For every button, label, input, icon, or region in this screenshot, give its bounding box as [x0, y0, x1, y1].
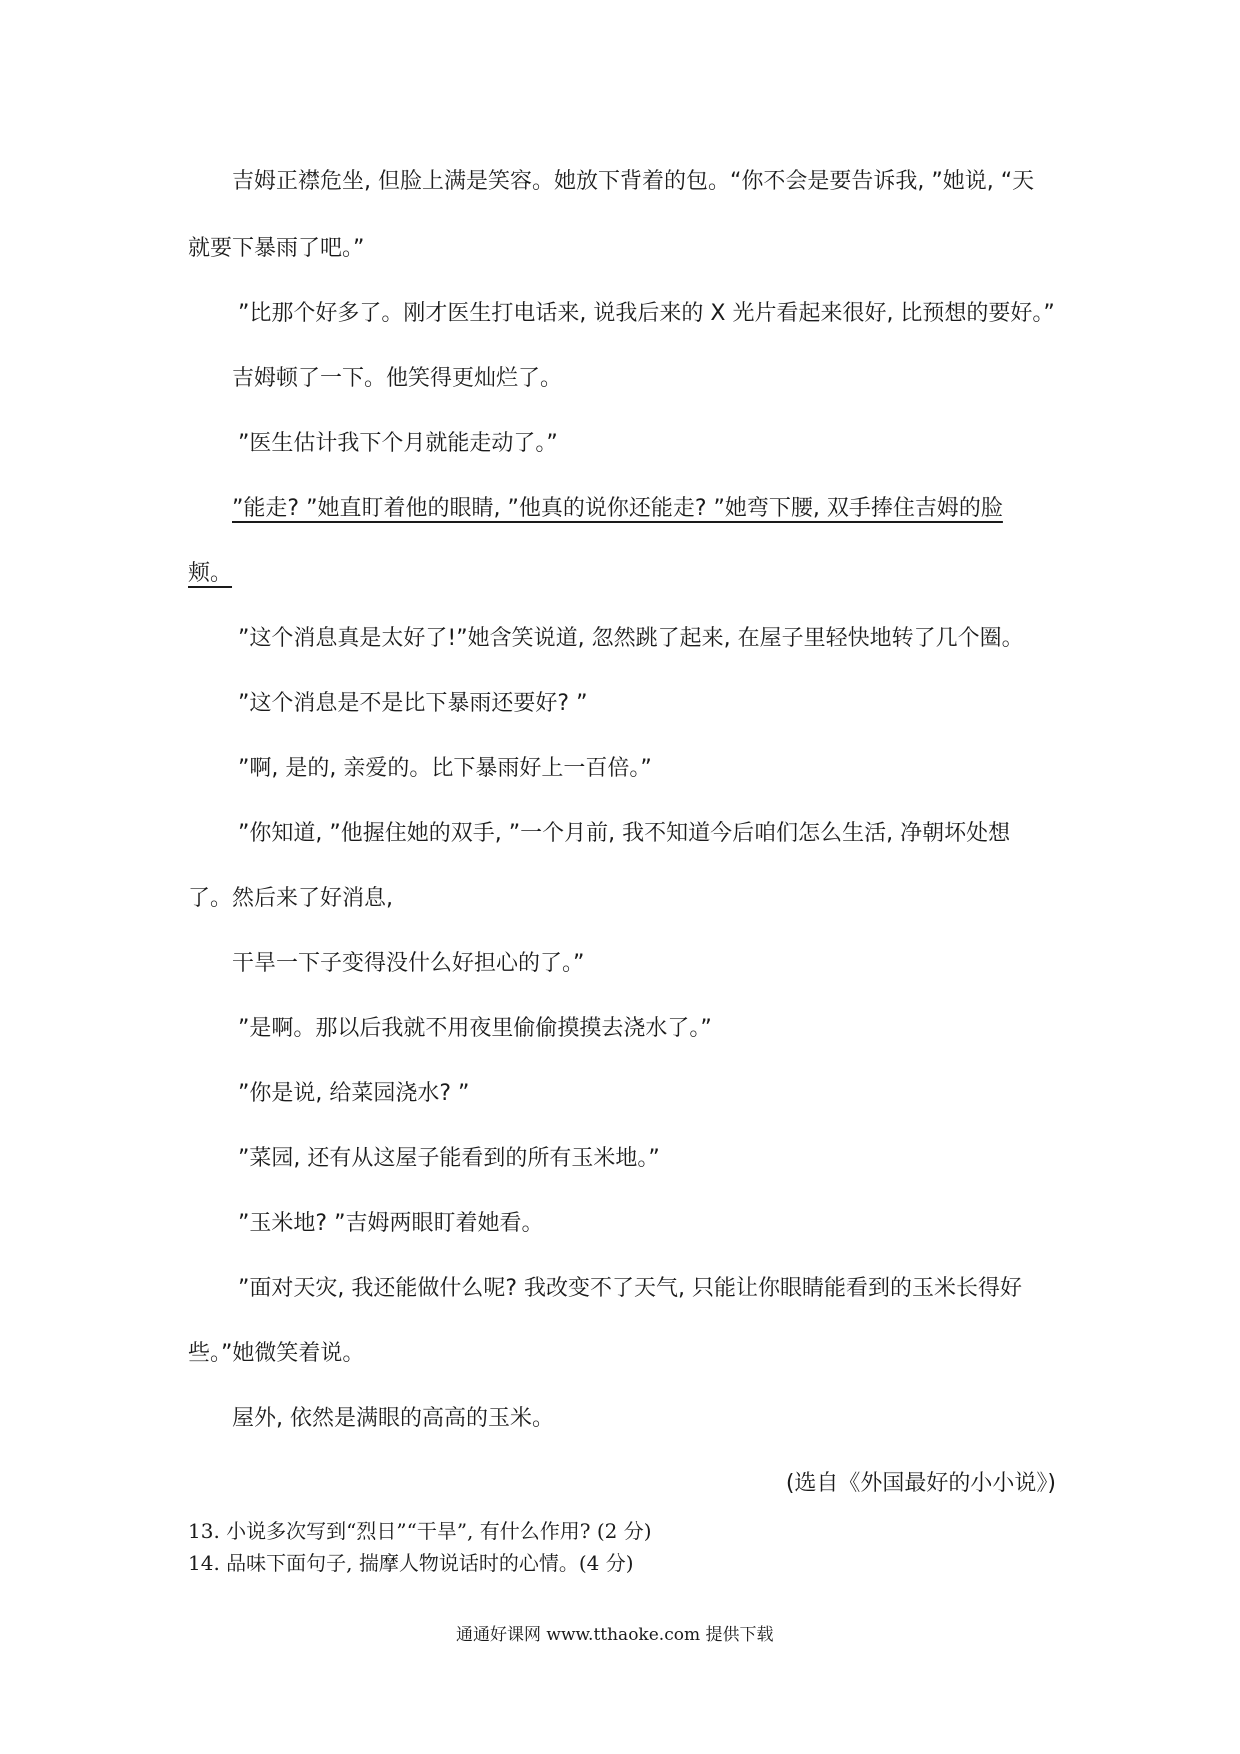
story-line-16: ”菜园, 还有从这屋子能看到的所有玉米地。”	[238, 1146, 660, 1171]
story-line-10: ”啊, 是的, 亲爱的。比下暴雨好上一百倍。”	[238, 756, 652, 781]
story-line-12: 了。然后来了好消息,	[188, 886, 393, 911]
question-13: 13. 小说多次写到“烈日”“干旱”, 有什么作用? (2 分)	[188, 1519, 652, 1543]
story-line-15: ”你是说, 给菜园浇水? ”	[238, 1081, 470, 1106]
story-line-3: ”比那个好多了。刚才医生打电话来, 说我后来的 X 光片看起来很好, 比预想的要好。”	[238, 301, 1055, 326]
story-line-6-underlined: ”能走? ”她直盯着他的眼睛, ”他真的说你还能走? ”她弯下腰, 双手捧住吉姆的脸	[232, 496, 1003, 521]
story-line-2: 就要下暴雨了吧。”	[188, 236, 365, 261]
story-line-11: ”你知道, ”他握住她的双手, ”一个月前, 我不知道今后咱们怎么生活, 净朝坏处想	[238, 821, 1011, 846]
story-line-5: ”医生估计我下个月就能走动了。”	[238, 431, 558, 456]
story-line-4: 吉姆顿了一下。他笑得更灿烂了。	[232, 366, 563, 391]
story-line-7-underlined: 颊。	[188, 561, 233, 586]
page-footer: 通通好课网 www.tthaoke.com 提供下载	[456, 1625, 774, 1645]
story-line-8: ”这个消息真是太好了!”她含笑说道, 忽然跳了起来, 在屋子里轻快地转了几个圈。	[238, 626, 1024, 651]
story-line-14: ”是啊。那以后我就不用夜里偷偷摸摸去浇水了。”	[238, 1016, 712, 1041]
story-line-19: 些。”她微笑着说。	[188, 1341, 365, 1366]
story-line-17: ”玉米地? ”吉姆两眼盯着她看。	[238, 1211, 544, 1236]
question-14: 14. 品味下面句子, 揣摩人物说话时的心情。(4 分)	[188, 1551, 634, 1575]
story-line-9: ”这个消息是不是比下暴雨还要好? ”	[238, 691, 588, 716]
story-source: (选自《外国最好的小小说》)	[785, 1471, 1056, 1496]
story-line-1: 吉姆正襟危坐, 但脸上满是笑容。她放下背着的包。“你不会是要告诉我, ”她说, “天	[232, 169, 1035, 194]
story-line-18: ”面对天灾, 我还能做什么呢? 我改变不了天气, 只能让你眼睛能看到的玉米长得好	[238, 1276, 1023, 1301]
story-line-13: 干旱一下子变得没什么好担心的了。”	[232, 951, 585, 976]
story-line-20: 屋外, 依然是满眼的高高的玉米。	[232, 1406, 554, 1431]
